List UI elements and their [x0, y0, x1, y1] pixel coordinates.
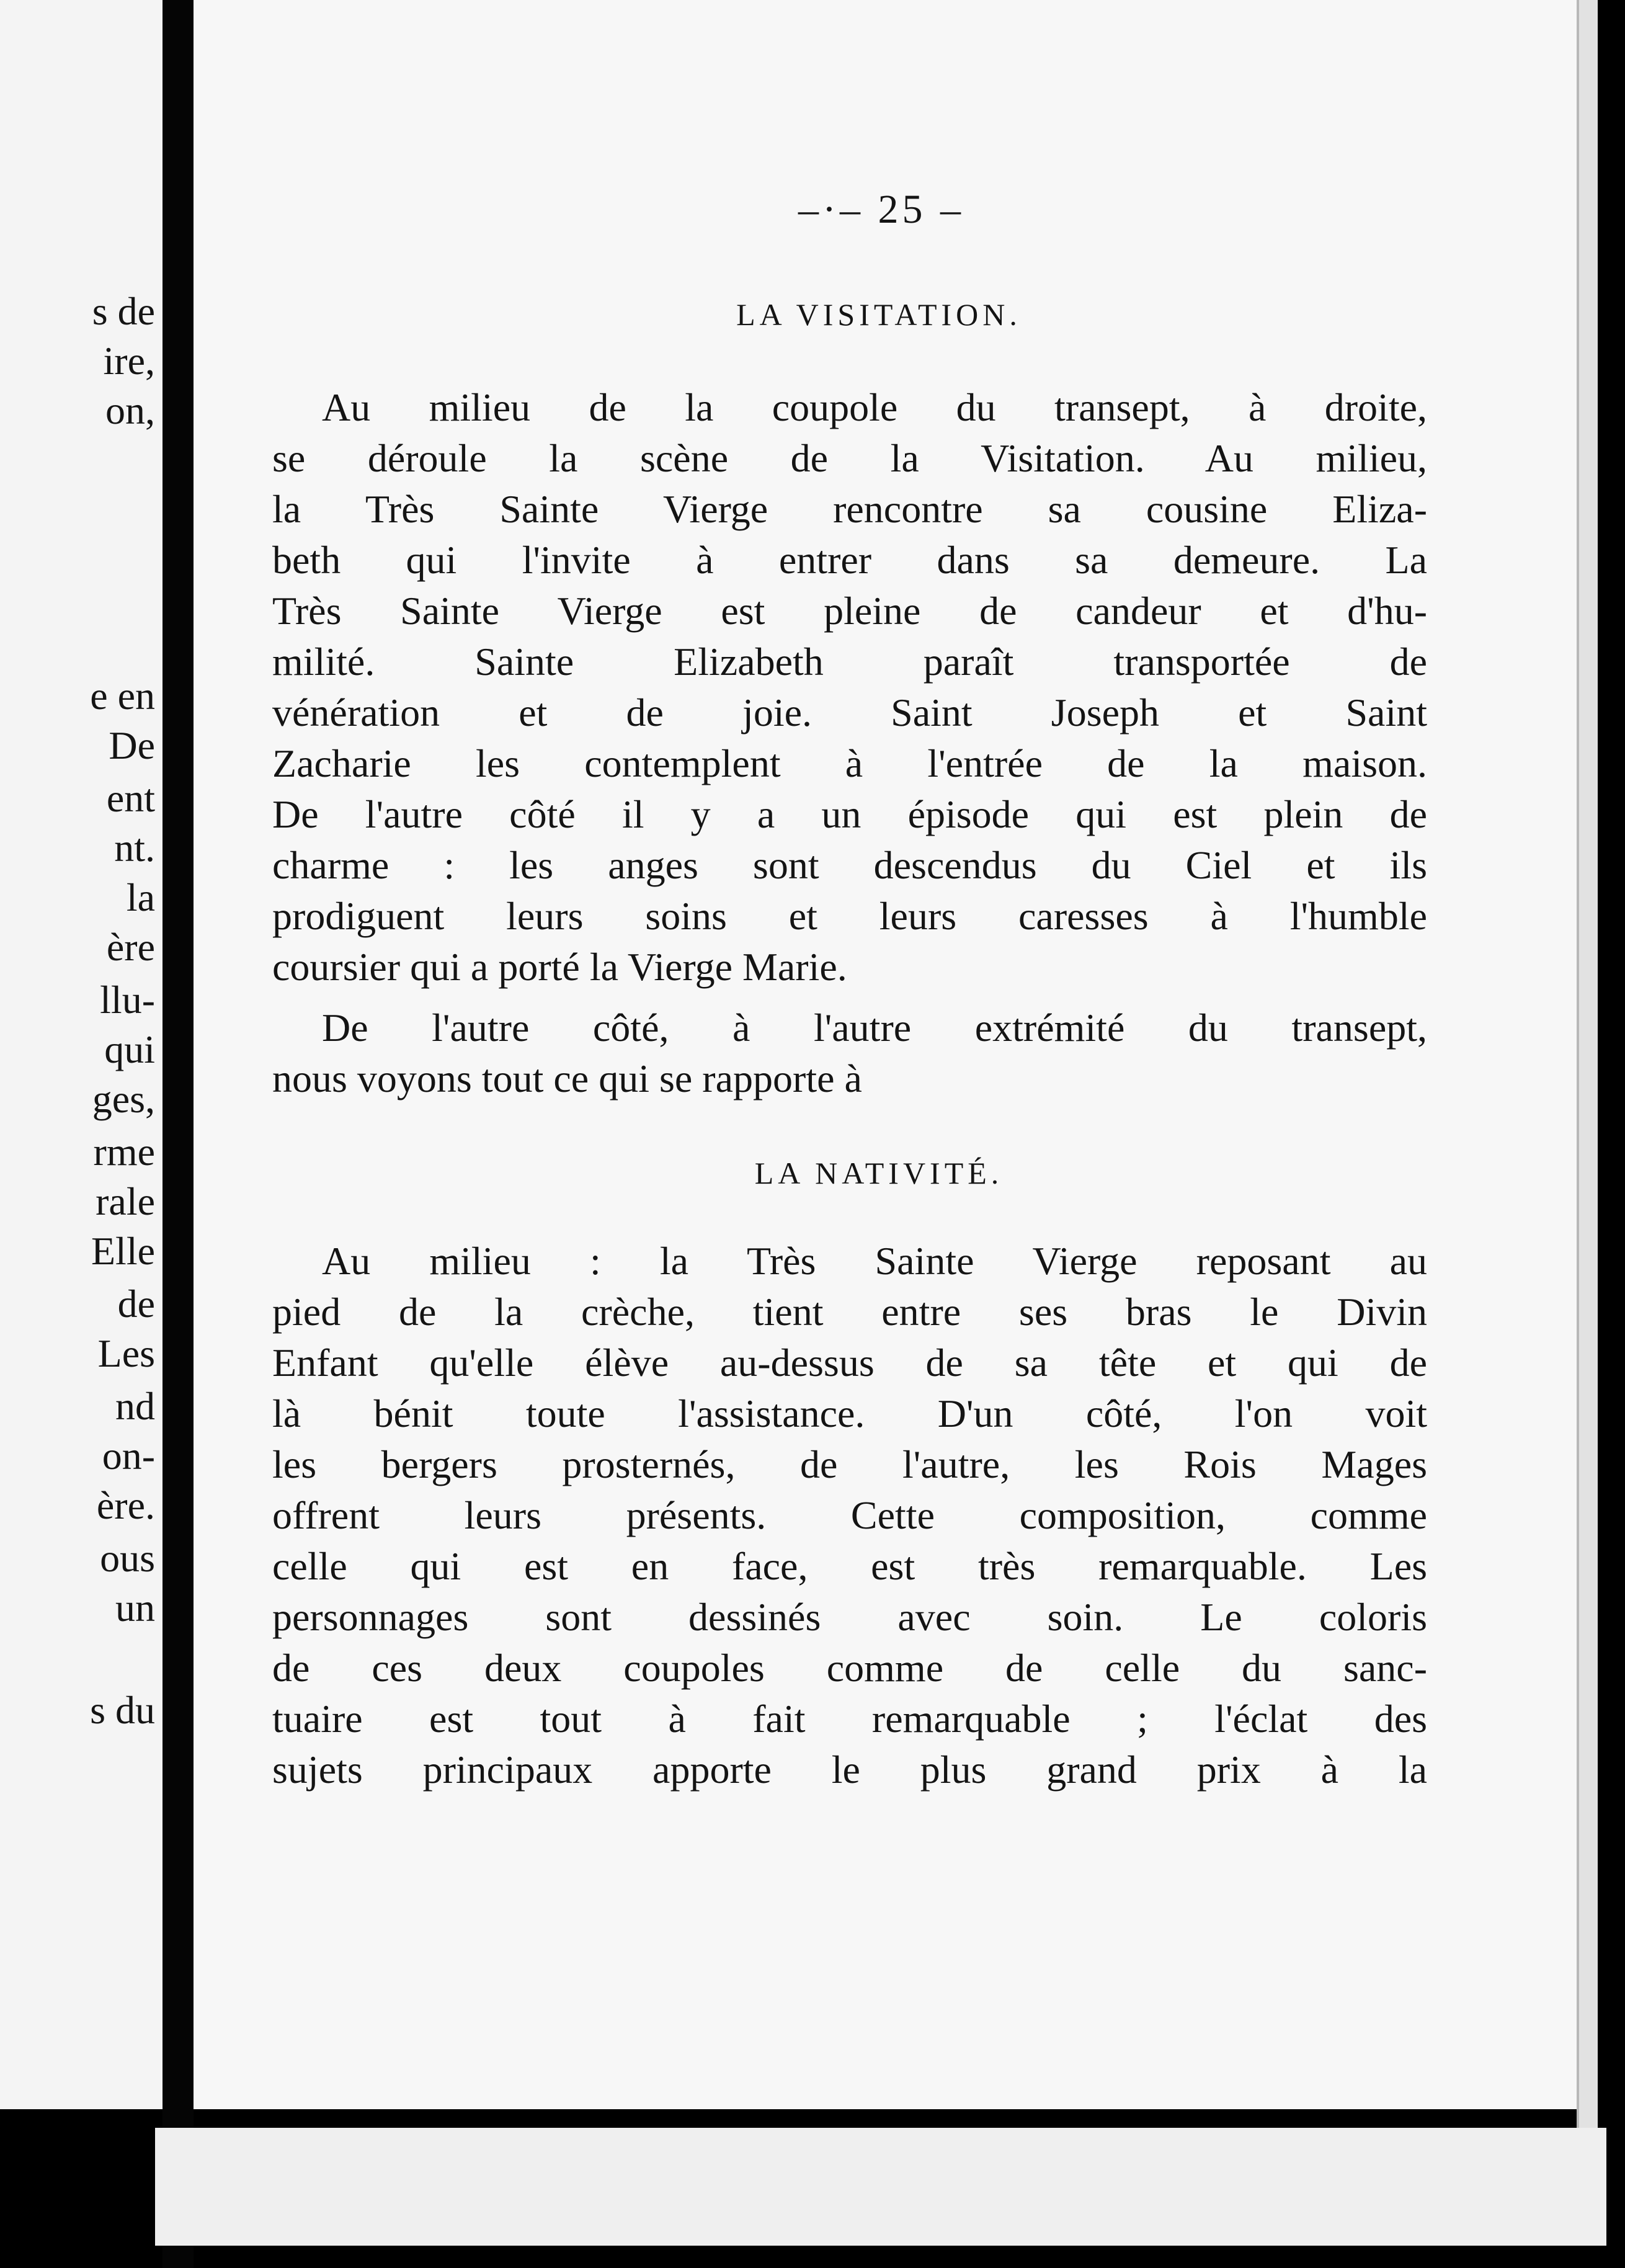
text-line: Au milieu : la Très Sainte Vierge reposant au — [322, 1239, 1427, 1283]
left-fragment: Elle — [91, 1229, 155, 1273]
left-fragment: un — [115, 1586, 155, 1630]
left-fragment: nd — [115, 1384, 155, 1428]
text-line: offrent leurs présents. Cette composition, comme — [272, 1493, 1427, 1537]
text-line: De l'autre côté, à l'autre extrémité du transept, — [322, 1006, 1427, 1050]
book-spine — [162, 0, 194, 2268]
left-fragment: on, — [105, 388, 155, 432]
left-fragment: rme — [93, 1130, 155, 1174]
left-fragment: ère — [106, 925, 155, 969]
text-line: pied de la crèche, tient entre ses bras le Divin — [272, 1290, 1427, 1334]
text-line: se déroule la scène de la Visitation. Au milieu, — [272, 436, 1427, 480]
left-fragment: Les — [97, 1331, 155, 1375]
text-line: Zacharie les contemplent à l'entrée de la maison. — [272, 741, 1427, 785]
text-line: Au milieu de la coupole du transept, à droite, — [322, 385, 1427, 429]
text-line: là bénit toute l'assistance. D'un côté, l'on voit — [272, 1391, 1427, 1435]
text-line: personnages sont dessinés avec soin. Le coloris — [272, 1595, 1427, 1639]
text-line: sujets principaux apporte le plus grand prix à la — [272, 1748, 1427, 1792]
text-line: de ces deux coupoles comme de celle du sanc- — [272, 1646, 1427, 1690]
left-fragment: llu- — [100, 978, 155, 1022]
paragraph-transept — [272, 1002, 1427, 1104]
page-bottom-strip — [155, 2128, 1606, 2246]
left-fragment: qui — [104, 1027, 155, 1071]
book-page — [194, 0, 1577, 2109]
text-line: Très Sainte Vierge est pleine de candeur et d'hu- — [272, 589, 1427, 633]
text-line: prodiguent leurs soins et leurs caresses à l'humble — [272, 894, 1427, 938]
text-line: milité. Sainte Elizabeth paraît transportée de — [272, 640, 1427, 684]
left-fragment: De — [109, 723, 155, 767]
text-line: vénération et de joie. Saint Joseph et Saint — [272, 690, 1427, 734]
text-line: charme : les anges sont descendus du Ciel et ils — [272, 843, 1427, 887]
text-line: nous voyons tout ce qui se rapporte à — [272, 1056, 862, 1101]
left-fragment: s du — [90, 1688, 155, 1732]
left-fragment: ire, — [103, 339, 155, 383]
text-line: De l'autre côté il y a un épisode qui est plein de — [272, 792, 1427, 836]
left-fragment: rale — [96, 1179, 155, 1223]
previous-page — [0, 0, 162, 2109]
left-fragment: de — [117, 1282, 155, 1326]
left-fragment: nt. — [114, 826, 155, 870]
left-fragment: on- — [102, 1434, 155, 1478]
left-fragment: ges, — [92, 1077, 155, 1121]
text-line: les bergers prosternés, de l'autre, les Rois Mages — [272, 1442, 1427, 1486]
left-fragment: s de — [92, 289, 155, 333]
left-fragment: ous — [100, 1536, 155, 1580]
left-fragment: e en — [90, 674, 155, 718]
text-line: celle qui est en face, est très remarquable. Les — [272, 1544, 1427, 1588]
left-fragment: la — [126, 875, 155, 919]
page-number: –·– 25 – — [798, 187, 964, 232]
section-title-visitation: LA VISITATION. — [736, 297, 1022, 332]
text-line: Enfant qu'elle élève au-dessus de sa tête et qui de — [272, 1341, 1427, 1385]
section-title-nativite: LA NATIVITÉ. — [754, 1156, 1004, 1190]
paragraph-nativite — [272, 1236, 1427, 1795]
text-line: beth qui l'invite à entrer dans sa demeure. La — [272, 538, 1427, 582]
paragraph-visitation — [272, 382, 1427, 993]
page-edge — [1577, 0, 1598, 2171]
text-line: la Très Sainte Vierge rencontre sa cousine Eliza- — [272, 487, 1427, 531]
left-fragment: ère. — [96, 1483, 155, 1527]
text-line: coursier qui a porté la Vierge Marie. — [272, 945, 847, 989]
text-line: tuaire est tout à fait remarquable ; l'éclat des — [272, 1697, 1427, 1741]
left-fragment: ent — [106, 776, 155, 820]
